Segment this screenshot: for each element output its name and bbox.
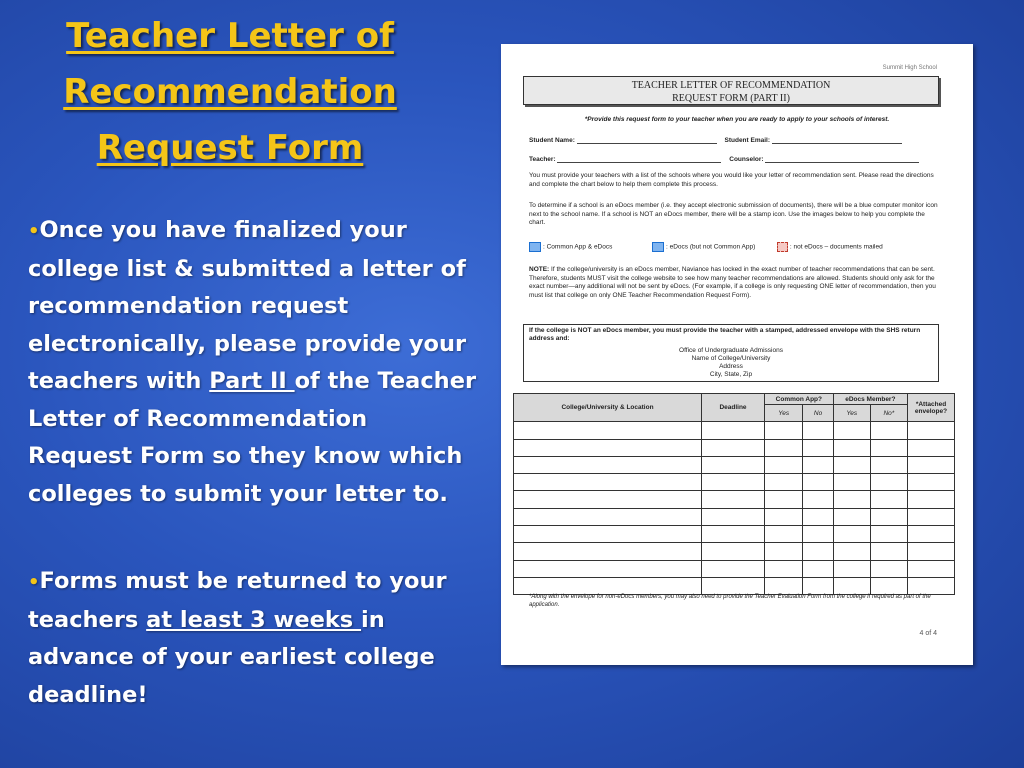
bullet1-text-end: of the Teacher Letter of Recommendation Request Form so they know which colleges to submit your letter to. [28, 368, 477, 507]
school-name: Summit High School [882, 65, 937, 71]
table-row [514, 491, 955, 508]
sub-no-star: No* [870, 405, 907, 422]
col-envelope: *Attached envelope? [908, 394, 955, 422]
address-block [529, 347, 933, 379]
footnote: *Along with the envelope for non-eDocs members, you may also need to provide the Teacher Evaluation Form from the college if required as part of the application. [529, 594, 931, 608]
student-name-line [577, 136, 717, 144]
bullet2-text: Forms must be returned to your teachers [28, 568, 447, 633]
student-email-line [772, 136, 902, 144]
legend-edocs: : eDocs (but not Common App) [666, 243, 756, 251]
bullet-dot: • [28, 572, 40, 593]
bullet-item-2 [28, 563, 478, 714]
form-header-line-2: REQUEST FORM (PART II) [672, 93, 790, 104]
address-line: Address [719, 363, 743, 370]
sub-no: No [803, 405, 833, 422]
note-paragraph [529, 266, 941, 300]
note-label: NOTE: [529, 266, 550, 273]
computer-monitor-icon [652, 242, 664, 252]
sub-yes: Yes [833, 405, 870, 422]
bullet2-underlined: at least 3 weeks [146, 606, 362, 633]
form-header-line-1: TEACHER LETTER OF RECOMMENDATION [631, 80, 831, 91]
envelope-text: If the college is NOT an eDocs member, you must provide the teacher with a stamped, addressed envelope with the SHS return address and: [529, 327, 921, 342]
note-text: If the college/university is an eDocs member, Naviance has locked in the exact number of teacher recommendations that can be sent. Therefore, students MUST visit the college website to see how many teacher recommendations are allowed. Students should only ask for the exact number—any additional will not be sent by eDocs. (For example, if a college is only requesting ONE letter of recommendation, then you must list that college on only ONE Teacher Recommendation Request Form). [529, 266, 936, 299]
address-line: Office of Undergraduate Admissions [679, 347, 783, 354]
title-line-3: Request Form [96, 128, 364, 168]
icon-legend [529, 242, 949, 252]
col-common-app: Common App? [765, 394, 834, 405]
teacher-row [529, 155, 919, 163]
legend-mailed: : not eDocs – documents mailed [789, 243, 883, 251]
stamp-icon [777, 242, 788, 252]
form-instruction: *Provide this request form to your teacher when you are ready to apply to your schools of interest. [584, 116, 890, 123]
student-email-label: Student Email: [724, 137, 771, 144]
table-row [514, 508, 955, 525]
sub-yes: Yes [765, 405, 803, 422]
table-row [514, 474, 955, 491]
form-header [523, 76, 939, 105]
table-row [514, 456, 955, 473]
counselor-label: Counselor: [729, 156, 764, 163]
college-chart-table [513, 393, 955, 595]
table-row [514, 560, 955, 577]
student-name-label: Student Name: [529, 137, 575, 144]
col-deadline: Deadline [702, 394, 765, 422]
title-line-1: Teacher Letter of [66, 16, 394, 56]
page-number: 4 of 4 [919, 630, 937, 637]
envelope-instructions-box [523, 324, 939, 382]
title-line-2: Recommendation [63, 72, 397, 112]
col-edocs: eDocs Member? [833, 394, 907, 405]
bullet1-underlined: Part II [209, 368, 295, 394]
table-row [514, 543, 955, 560]
bullet-item-1 [28, 212, 478, 513]
paragraph-1: You must provide your teachers with a list of the schools where you would like your letter of recommendation sent. Please read the directions and complete the chart below to help them complete this process. [529, 172, 934, 188]
paragraph-2: To determine if a school is an eDocs member (i.e. they accept electronic submission of documents), there will be a blue computer monitor icon next to the school name. If a school is NOT an eDocs member, there will be a stamp icon. Use the images below to help you complete the chart. [529, 202, 938, 226]
bullet1-text: Once you have finalized your college list & submitted a letter of recommendation request electronically, please provide your teachers with [28, 217, 467, 394]
col-college: College/University & Location [514, 394, 702, 422]
counselor-line [765, 155, 919, 163]
slide-title [20, 8, 440, 176]
teacher-label: Teacher: [529, 156, 556, 163]
table-row [514, 526, 955, 543]
student-name-row [529, 136, 902, 144]
legend-common-app: : Common App & eDocs [543, 243, 613, 251]
bullet-list [28, 212, 478, 764]
table-row [514, 422, 955, 439]
bullet-dot: • [28, 221, 40, 242]
table-row [514, 439, 955, 456]
form-document-image [501, 44, 973, 665]
address-line: City, State, Zip [709, 371, 753, 378]
table-header-row [514, 394, 955, 405]
teacher-line [557, 155, 721, 163]
address-line: Name of College/University [691, 355, 771, 362]
bullet2-text-end: in advance of your earliest college deadline! [28, 606, 435, 708]
computer-monitor-icon [529, 242, 541, 252]
